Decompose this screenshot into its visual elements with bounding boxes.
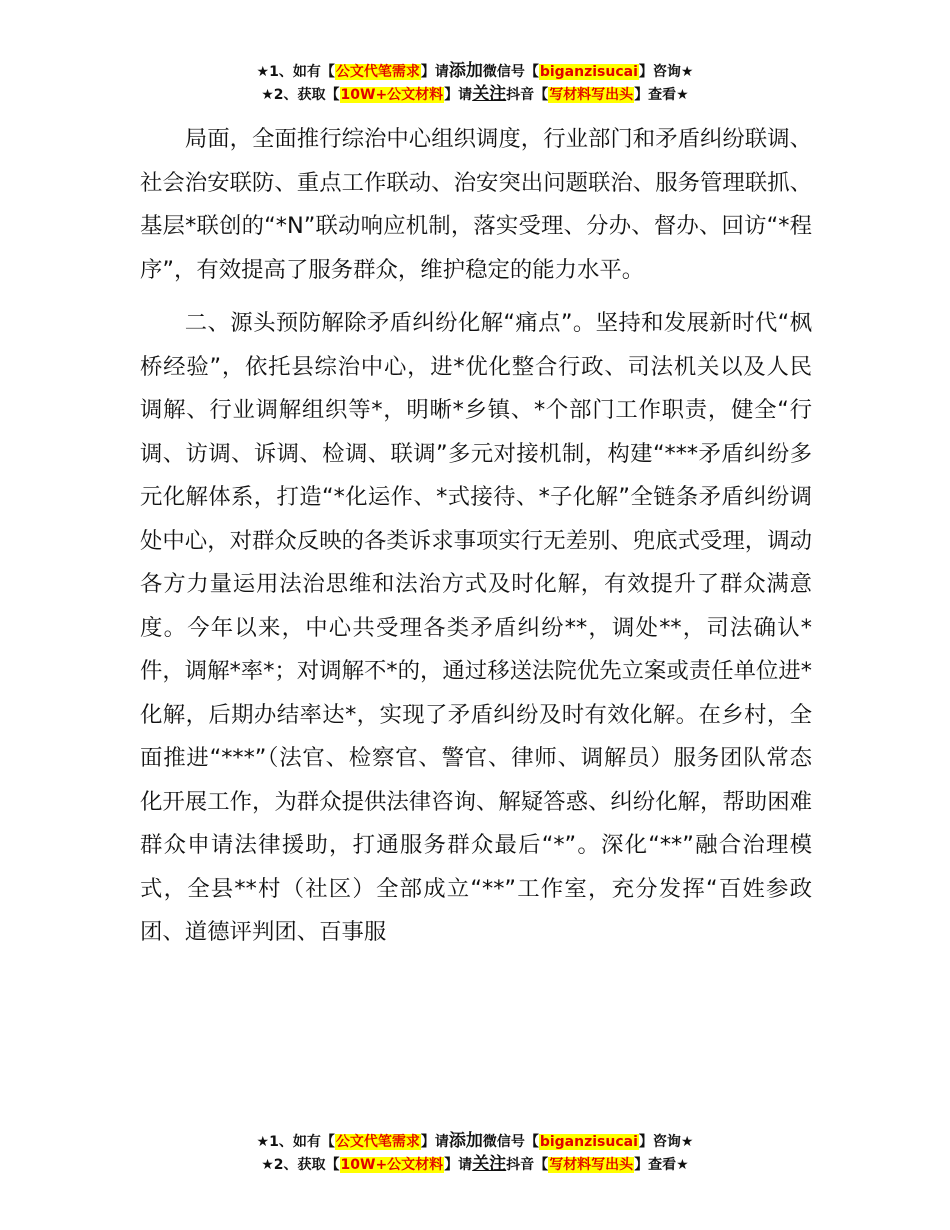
banner-text: ★2、获取【 [261,1157,340,1173]
banner-text: 添加 [448,1131,483,1151]
banner-text: 】请 [444,1157,473,1173]
header-banner [0,60,950,106]
banner-text: 微信号【 [482,1134,539,1150]
highlight-ghostwriting: 公文代笔需求 [335,64,420,80]
banner-line-2 [0,1153,950,1176]
banner-text: 抖音【 [506,1157,549,1173]
banner-text: ★1、如有【 [256,64,335,80]
banner-line-1 [0,60,950,83]
highlight-wechat-id: biganzisucai [539,1134,638,1150]
highlight-materials: 10W+公文材料 [340,1157,444,1173]
banner-text: 关注 [472,1154,507,1174]
banner-text: 微信号【 [482,64,539,80]
highlight-douyin: 写材料写出头 [549,87,634,103]
highlight-materials: 10W+公文材料 [340,87,444,103]
banner-text: 】请 [420,64,449,80]
banner-text: 】查看★ [634,1157,689,1173]
banner-text: 】请 [444,87,473,103]
highlight-wechat-id: biganzisucai [539,64,638,80]
banner-text: 】咨询★ [638,64,694,80]
highlight-douyin: 写材料写出头 [549,1157,634,1173]
footer-banner [0,1130,950,1176]
banner-line-1 [0,1130,950,1153]
banner-text: 】查看★ [634,87,689,103]
banner-text: 】咨询★ [638,1134,694,1150]
banner-text: ★2、获取【 [261,87,340,103]
banner-text: ★1、如有【 [256,1134,335,1150]
banner-text: 】请 [420,1134,449,1150]
paragraph-1: 局面，全面推行综治中心组织调度，行业部门和矛盾纠纷联调、社会治安联防、重点工作联动、治安突出问题联治、服务管理联抓、基层*联创的“*N”联动响应机制，落实受理、分办、督办、回访“*程序”，有效提高了服务群众，维护稳定的能力水平。 [140,126,812,283]
banner-line-2 [0,83,950,106]
paragraph-2: 二、源头预防解除矛盾纠纷化解“痛点”。坚持和发展新时代“枫桥经验”，依托县综治中心，进*优化整合行政、司法机关以及人民调解、行业调解组织等*，明晰*乡镇、*个部门工作职责，健全“行调、访调、诉调、检调、联调”多元对接机制，构建“***矛盾纠纷多元化解体系，打造“*化运作、*式接待、*子化解”全链条矛盾纠纷调处中心，对群众反映的各类诉求事项实行无差别、兜底式受理，调动各方力量运用法治思维和法治方式及时化解，有效提升了群众满意度。今年以来，中心共受理各类矛盾纠纷**，调处**，司法确认*件，调解*率*；对调解不*的，通过移送法院优先立案或责任单位进*化解，后期办结率达*，实现了矛盾纠纷及时有效化解。在乡村，全面推进“***”（法官、检察官、警官、律师、调解员）服务团队常态化开展工作，为群众提供法律咨询、解疑答惑、纠纷化解，帮助困难群众申请法律援助，打通服务群众最后“*”。深化“**”融合治理模式，全县**村（社区）全部成立“**”工作室，充分发挥“百姓参政团、道德评判团、百事服 [140,310,812,945]
banner-text: 抖音【 [506,87,549,103]
highlight-ghostwriting: 公文代笔需求 [335,1134,420,1150]
banner-text: 关注 [472,84,507,104]
document-body [140,118,812,955]
banner-text: 添加 [448,61,483,81]
